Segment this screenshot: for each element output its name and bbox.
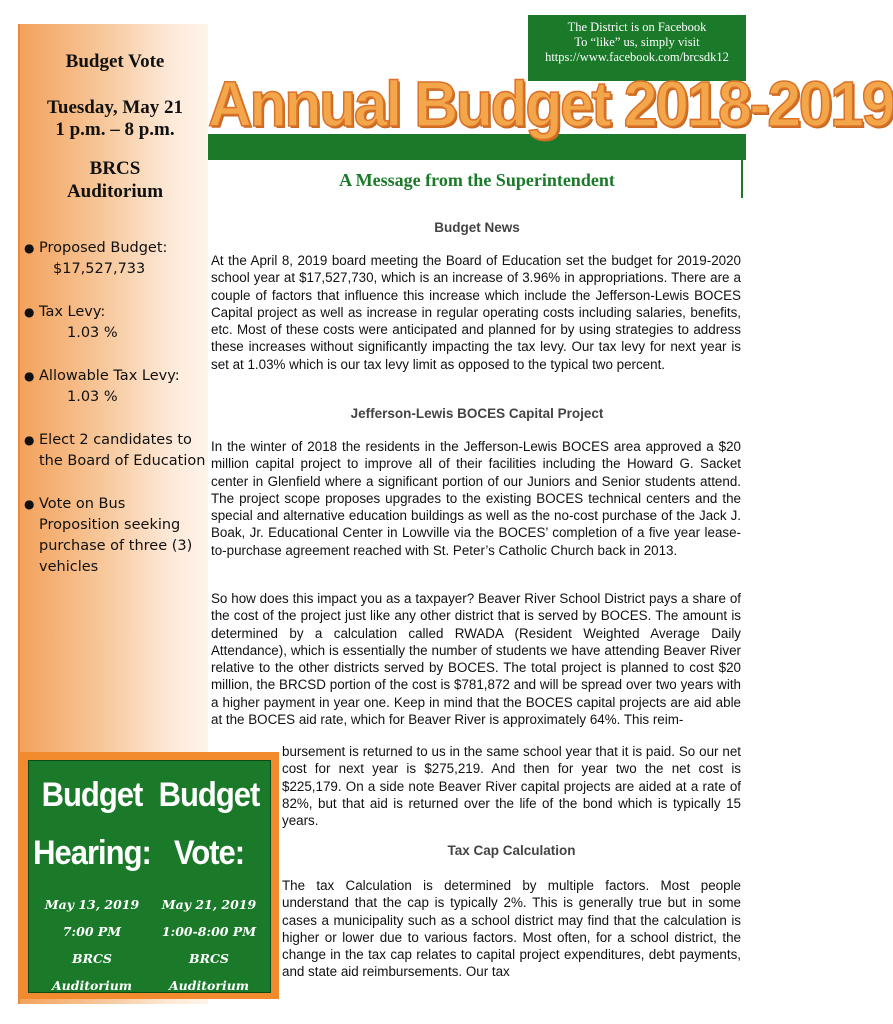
bullet-icon: ● — [24, 497, 35, 511]
list-item-bus-proposition — [24, 494, 208, 578]
hearing-time: 7:00 PM — [62, 924, 122, 939]
sidebar-time: 1 p.m. – 8 p.m. — [55, 119, 175, 140]
list-item-label: Tax Levy: — [39, 304, 106, 320]
sidebar-location-line1: BRCS — [89, 158, 141, 179]
list-item-proposed-budget — [24, 238, 208, 280]
list-item-label: Allowable Tax Levy: — [39, 368, 180, 384]
sidebar-location-line2: Auditorium — [66, 181, 164, 202]
facebook-line2: To “like” us, simply visit — [574, 35, 700, 49]
vote-date: May 21, 2019 — [161, 897, 257, 912]
vote-location-1: BRCS — [189, 951, 229, 966]
bullet-icon: ● — [24, 305, 35, 319]
bullet-icon: ● — [24, 241, 35, 255]
list-item-allowable-tax-levy — [24, 366, 208, 408]
hearing-location-2: Auditorium — [51, 978, 133, 993]
boces-paragraph-3: bursement is returned to us in the same school year that it is paid. So our net cost for next year is $275,219. And then for year two the net cost is $225,179. On a side note Beaver River capital projects are aided at a rate of 82%, but that aid is returned over the life of the bond which is typically 15 years. — [282, 744, 741, 829]
list-item-value: 1.03 % — [67, 389, 118, 405]
sidebar-date: Tuesday, May 21 — [46, 97, 184, 118]
list-item-label: Elect 2 candidates to the Board of Education — [39, 432, 206, 469]
facebook-line1: The District is on Facebook — [567, 20, 707, 34]
list-item-label: Vote on Bus Proposition seeking purchase of three (3) vehicles — [39, 496, 193, 575]
boces-paragraph-2: So how does this impact you as a taxpayer? Beaver River School District pays a share of the cost of the project just like any other district that is served by BOCES. The amount is determined by a calculation called RWADA (Resident Weighted Average Daily Attendance), which is essentially the number of students we have attending Beaver River relative to the other districts served by BOCES. The total project is planned to cost $20 million, the BRCSD portion of the cost is $781,872 and will be spread over two years with a higher payment in year one. Keep in mind that the BOCES capital projects are aid able at the BOCES aid rate, which for Beaver River is approximately 64%. This reim- — [211, 591, 741, 728]
vote-heading-1: Budget — [158, 775, 260, 814]
budget-hearing-column — [33, 761, 151, 999]
bullet-icon: ● — [24, 369, 35, 383]
bullet-icon: ● — [24, 433, 35, 447]
hearing-location-1: BRCS — [72, 951, 112, 966]
boces-paragraph-1: In the winter of 2018 the residents in the Jefferson-Lewis BOCES area approved a $20 million capital project to improve all of their facilities including the Howard G. Sacket center in Glenfield where a significant portion of our Juniors and Senior students attend. The project scope proposes upgrades to the existing BOCES technical centers and the special and alternative education buildings as well as the no-cost purchase of the Jack J. Boak, Jr. Educational Center in Lowville via the BOCES’ completion of a five year lease-to-purchase agreement reached with St. Peter’s Catholic Church back in 2013. — [211, 439, 741, 558]
hearing-date: May 13, 2019 — [44, 897, 140, 912]
facebook-link[interactable]: https://www.facebook.com/brcsdk12 — [545, 50, 729, 64]
tax-cap-paragraph: The tax Calculation is determined by multiple factors. Most people understand that the cap is typically 2%. This is generally true but in some cases a municipality such as a school district may find that the calculation is higher or lower due to various factors. Most often, for a school district, the change in the tax cap relates to capital project expenditures, debt payments, and state aid reimbursements. Our tax — [282, 878, 741, 980]
sidebar-title: Budget Vote — [65, 51, 165, 72]
boces-heading: Jefferson-Lewis BOCES Capital Project — [350, 406, 604, 421]
vote-time: 1:00-8:00 PM — [161, 924, 257, 939]
banner-title: Annual Budget 2018-2019 — [208, 68, 893, 140]
list-item-label: Proposed Budget: — [39, 240, 168, 256]
hearing-vote-box — [28, 760, 271, 993]
vote-location-2: Auditorium — [168, 978, 250, 993]
budget-news-heading: Budget News — [434, 220, 520, 235]
list-item-value: $17,527,733 — [53, 261, 146, 277]
tax-cap-heading: Tax Cap Calculation — [447, 843, 576, 858]
budget-facts-list — [24, 238, 208, 600]
hearing-heading-2: Hearing: — [33, 833, 151, 872]
budget-vote-column — [150, 761, 268, 999]
list-item-elect-candidates — [24, 430, 208, 472]
superintendent-message-title: A Message from the Superintendent — [339, 170, 615, 190]
hearing-heading-1: Budget — [41, 775, 143, 814]
list-item-tax-levy — [24, 302, 208, 344]
vote-heading-2: Vote: — [173, 833, 245, 872]
list-item-value: 1.03 % — [67, 325, 118, 341]
budget-news-paragraph: At the April 8, 2019 board meeting the Board of Education set the budget for 2019-2020 school year at $17,527,730, which is an increase of 3.96% in appropriations. There are a couple of factors that influence this increase which include the Jefferson-Lewis BOCES Capital project as well as increase in regular operating costs including salaries, benefits, etc. Most of these costs were anticipated and planned for by using strategies to address these increases without significantly impacting the tax levy. Our tax levy for next year is set at 1.03% which is our tax levy limit as opposed to the typical two percent. — [211, 253, 741, 372]
